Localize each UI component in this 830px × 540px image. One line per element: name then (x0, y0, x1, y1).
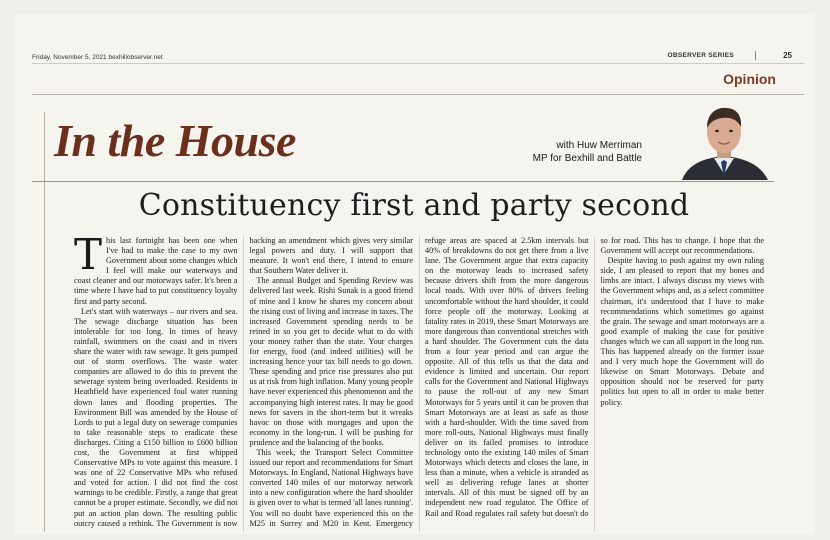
header-divider (755, 51, 756, 60)
date-and-site: Friday, November 5, 2021 bexhillobserver.net (32, 54, 163, 61)
article-paragraph: This week, the Transport Select Committee issued our report and recommendations for Smart Motorways. In England, National Highways have converted 140 miles of our motorway network into a new configuration where the hard shoulder is given over to what is termed 'all lanes running'. You will no doubt have experienced this on the M25 in Surrey and M20 in Kent. Emergency refuge areas are spaced at 2.5km intervals but 40% of breakdowns do not get there from a live lane. The Government argue that extra capacity on the motorway leads to increased safety because drivers shift from the more dangerous local roads. With over 80% of drivers feeling uncomfortable without the hard shoulder, it could force people off the motorway. Looking at fatality rates in 2019, these Smart Motorways are more dangerous than conventional stretches with a hard shoulder. The Government cuts the data from a four year period and can argue the opposite. All of this tells us that the data and evidence is limited and uncertain. Our report calls for the Government and National Highways to pause the roll-out of any new Smart Motorways for 5 years until it can be proven that Smart Motorways are at least as safe as those with a hard-shoulder. With the time saved from more roll-outs, National Highways must finally deliver on its failed promises to introduce technology onto the existing 140 miles of Smart Motorways which detects and closes the lane, in less than a minute, when a vehicle is stranded as well as delivering refuge lanes at shorter intervals. All of this must be signed off by an independent new road regulator. The Office of Rail and Road regulates rail safety but doesn't do so for road. This has to change. I hope that the Government will accept our recommendations. (249, 236, 764, 528)
portrait-image (674, 98, 774, 180)
byline-author: with Huw Merriman (556, 140, 642, 151)
section-rule (32, 94, 804, 95)
article-paragraph: Let's start with waterways – our rivers and sea. The sewage discharge situation has been intolerable for too long. In times of heavy rainfall, swimmers on the coast and in rivers share the water with raw sewage. It gets pumped out of storm overflows. The waste water companies are allowed to do this to prevent the sewerage system being overloaded. Residents in Heathfield have experienced foul water running down lanes and flooding properties. The Environment Bill was amended by the House of Lords to put a legal duty on sewerage companies to take reasonable steps to eradicate these discharges. Citing a £150 billion to £600 billion cost, the Government at first whipped Conservative MPs to vote against this measure. I was one of 22 Conservative MPs who refused and voted for action. I did not find the cost warnings to be credible. Firstly, a range that great cannot be a proper estimate. Secondly, we did not put an action plan down. The resulting public outcry caused a rethink. The Government is now backing an amendment which gives very similar legal powers and duty. I will support that measure. It won't end there, I intend to ensure that Southern Water deliver it. (74, 236, 413, 528)
series-name: OBSERVER SERIES (667, 52, 734, 59)
left-margin-rule (44, 112, 45, 532)
article-paragraph: Despite having to push against my own ruling side, I am pleased to report that my bones and limbs are intact. I always discuss my views with the Government whips and, as a select committee chairman, it's understood that I have to make recommendations which sometimes go against the grain. The sewage and smart motorways are a good example of making the case for positive changes which we can all support in the long run. This has happened already on the former issue and I very much hope the Government will do likewise on Smart Motorways. Debate and opposition should not be reserved for party politics but open to all in order to make better policy. (600, 256, 764, 407)
article-paragraph: This last fortnight has been one when I've had to make the case to my own Government about some changes which I feel will make our waterways and coast cleaner and our motorways safer. It's been a time where I have had to put constituency loyalty first and party second. (74, 230, 238, 306)
drop-cap: T (74, 230, 103, 279)
byline-role: MP for Bexhill and Battle (532, 152, 642, 164)
byline (533, 140, 642, 165)
author-photo (674, 98, 774, 180)
article-paragraph: The annual Budget and Spending Review was delivered last week. Rishi Sunak is a good friend of mine and I know he shares my concern about the rising cost of living and increase in taxes. The increased Government spending needs to be reined in so you get to decide what to do with your money rather than the state. Your charges for energy, food (and indeed utilities) will be increasing hence your tax bill needs to go down. These spending and price rise pressures also put us at risk from high inflation. Many young people have never experienced this phenomenon and the accompanying high interest rates. It may be good news for savers in the short-term but it wreaks havoc on those with mortgages and upon the economy in the long-run. I will be pushing for prudence and the balancing of the books. (249, 276, 413, 447)
newspaper-page (14, 14, 814, 534)
title-rule (32, 181, 774, 182)
page-number: 25 (783, 51, 792, 60)
column-title: In the House (54, 115, 296, 166)
article-body (74, 230, 764, 532)
article-headline: Constituency first and party second (138, 188, 690, 223)
section-label: Opinion (723, 71, 776, 87)
header-rule (32, 63, 804, 64)
